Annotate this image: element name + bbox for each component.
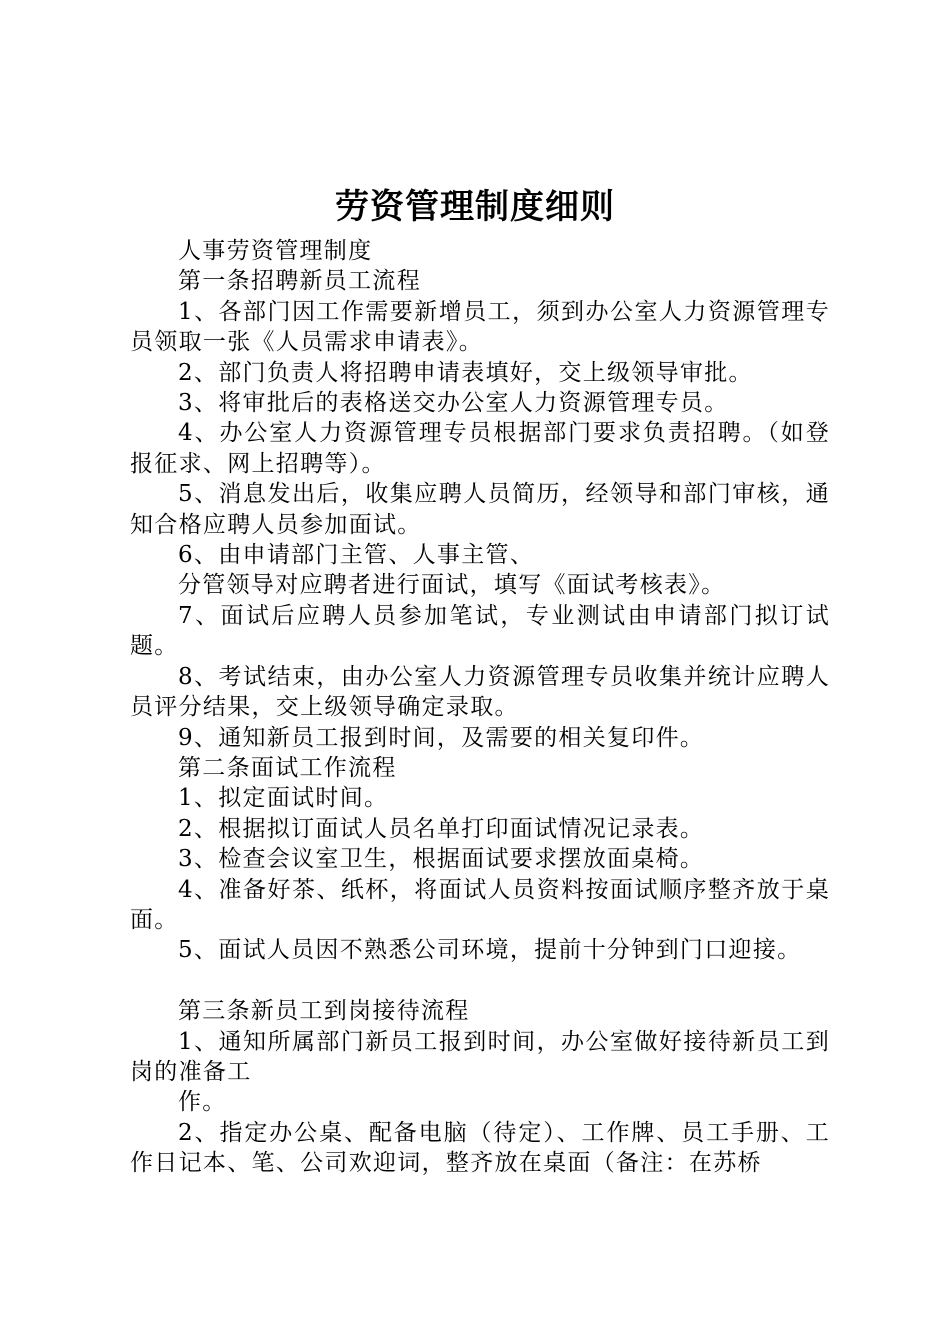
paragraph: 6、由申请部门主管、人事主管、 bbox=[178, 542, 535, 569]
paragraph: 7、面试后应聘人员参加笔试，专业测试由申请部门拟订试题。 bbox=[130, 602, 830, 660]
paragraph: 4、准备好茶、纸杯，将面试人员资料按面试顺序整齐放于桌面。 bbox=[130, 876, 830, 933]
paragraph: 5、面试人员因不熟悉公司环境，提前十分钟到门口迎接。 bbox=[178, 937, 802, 964]
paragraph: 2、根据拟订面试人员名单打印面试情况记录表。 bbox=[178, 815, 705, 842]
paragraph: 8、考试结束，由办公室人力资源管理专员收集并统计应聘人员评分结果，交上级领导确定录取。 bbox=[130, 663, 830, 721]
paragraph: 3、检查会议室卫生，根据面试要求摆放面桌椅。 bbox=[178, 846, 705, 873]
paragraph: 作。 bbox=[178, 1089, 227, 1116]
paragraph-heading: 人事劳资管理制度 bbox=[178, 238, 373, 264]
paragraph: 3、将审批后的表格送交办公室人力资源管理专员。 bbox=[178, 390, 729, 417]
document-body bbox=[130, 236, 830, 1179]
paragraph: 5、消息发出后，收集应聘人员简历，经领导和部门审核，通知合格应聘人员参加面试。 bbox=[130, 481, 830, 538]
section-heading: 第一条招聘新员工流程 bbox=[178, 268, 421, 295]
paragraph: 分管领导对应聘者进行面试，填写《面试考核表》。 bbox=[178, 572, 726, 599]
section-heading: 第二条面试工作流程 bbox=[178, 754, 397, 781]
paragraph: 2、部门负责人将招聘申请表填好，交上级领导审批。 bbox=[178, 359, 753, 386]
paragraph: 9、通知新员工报到时间，及需要的相关复印件。 bbox=[178, 724, 705, 751]
paragraph: 2、指定办公桌、配备电脑（待定）、工作牌、员工手册、工作日记本、笔、公司欢迎词，整齐放在桌面（备注：在苏桥 bbox=[130, 1119, 830, 1177]
paragraph: 1、通知所属部门新员工报到时间，办公室做好接待新员工到岗的准备工 bbox=[130, 1028, 830, 1085]
document-title: 劳资管理制度细则 bbox=[335, 187, 615, 227]
paragraph: 1、各部门因工作需要新增员工，须到办公室人力资源管理专员领取一张《人员需求申请表》。 bbox=[130, 298, 830, 356]
paragraph: 1、拟定面试时间。 bbox=[178, 785, 389, 812]
section-heading: 第三条新员工到岗接待流程 bbox=[178, 998, 470, 1025]
paragraph: 4、办公室人力资源管理专员根据部门要求负责招聘。（如登报征求、网上招聘等）。 bbox=[130, 420, 830, 477]
blank-line bbox=[130, 966, 830, 996]
